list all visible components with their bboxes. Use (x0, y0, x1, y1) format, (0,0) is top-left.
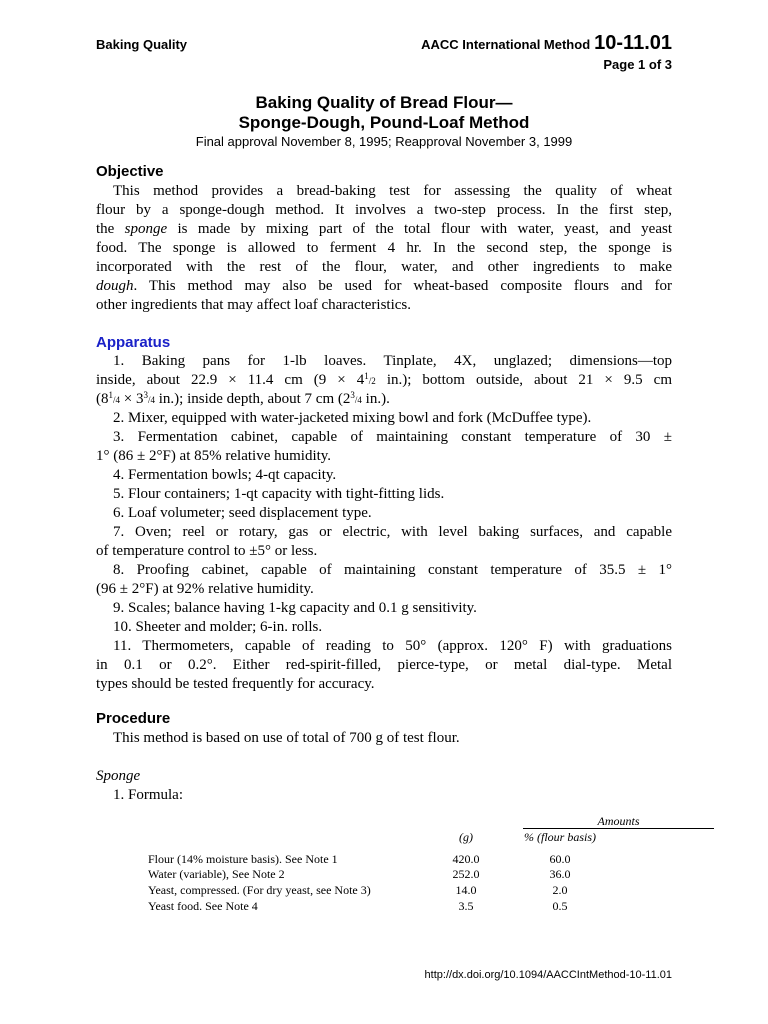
ingredient-cell: Water (variable), See Note 2 (148, 867, 285, 881)
text-run: (8 (96, 391, 109, 407)
text-run: flour by a sponge-dough method. It involves a two-step process. In the first step, (96, 202, 672, 218)
apparatus-item-11 (96, 637, 672, 656)
text-run: 7. Oven; reel or rotary, gas or electric, with level baking surfaces, and capable (113, 524, 672, 540)
fraction-numerator: 3 (143, 390, 148, 400)
objective-line (96, 258, 672, 277)
dough-term: dough (96, 278, 134, 294)
text-run: in.). (361, 391, 390, 407)
amounts-group-header: Amounts (597, 814, 640, 828)
text-run: 11. Thermometers, capable of reading to 50° (approx. 120° F) with graduations (113, 638, 672, 654)
table-row (96, 899, 672, 914)
percent-cell: 60.0 (549, 852, 571, 866)
text-run: the (96, 221, 125, 237)
percent-cell: 2.0 (552, 883, 568, 897)
text-run: food. The sponge is allowed to ferment 4 hr. In the second step, the sponge is (96, 240, 672, 256)
amounts-rule (523, 828, 714, 829)
apparatus-item-9: 9. Scales; balance having 1-kg capacity and 0.1 g sensitivity. (113, 600, 477, 616)
percent-cell: 36.0 (549, 867, 571, 881)
text-run: in 0.1 or 0.2°. Either red-spirit-filled, pierce-type, or metal dial-type. Metal (96, 657, 672, 673)
text-run: in.); bottom outside, about 21 × 9.5 cm (375, 372, 672, 388)
apparatus-item-1-cont (96, 390, 672, 409)
fraction-denominator: /2 (368, 376, 376, 386)
objective-line (96, 239, 672, 258)
ingredient-cell: Yeast food. See Note 4 (148, 899, 258, 913)
ingredient-cell: Yeast, compressed. (For dry yeast, see Note 3) (148, 883, 371, 897)
fraction-denominator: /4 (113, 395, 121, 405)
column-header-grams: (g) (459, 830, 473, 844)
objective-heading: Objective (96, 163, 164, 180)
apparatus-item-11-cont: types should be tested frequently for accuracy. (96, 676, 375, 692)
procedure-intro (96, 729, 672, 748)
table-row (96, 867, 672, 882)
fraction-numerator: 1 (108, 390, 113, 400)
grams-cell: 420.0 (452, 852, 480, 866)
sponge-section (96, 767, 672, 805)
table-row (96, 852, 672, 867)
apparatus-item-2: 2. Mixer, equipped with water-jacketed mixing bowl and fork (McDuffee type). (113, 410, 592, 426)
text-run: other ingredients that may affect loaf characteristics. (96, 297, 411, 313)
apparatus-item-8 (96, 561, 672, 580)
objective-text (96, 182, 672, 315)
text-run: incorporated with the rest of the flour, water, and other ingredients to make (96, 259, 672, 275)
apparatus-item-3-cont: 1° (86 ± 2°F) at 85% relative humidity. (96, 448, 332, 464)
section-label: Baking Quality (96, 37, 188, 52)
title-line-2: Sponge-Dough, Pound-Loaf Method (238, 113, 530, 132)
text-run: This method provides a bread-baking test for assessing the quality of wheat (113, 183, 672, 199)
method-number: 10-11.01 (594, 32, 672, 54)
text-run: in.); inside depth, about 7 cm (2 (155, 391, 351, 407)
text-run: 1. Baking pans for 1-lb loaves. Tinplate, 4X, unglazed; dimensions—top (113, 353, 672, 369)
grams-cell: 14.0 (455, 883, 477, 897)
text-run: . This method may also be used for wheat-based composite flours and for (133, 278, 672, 294)
procedure-intro-text: This method is based on use of total of 700 g of test flour. (113, 730, 460, 746)
formula-step: 1. Formula: (113, 787, 183, 803)
apparatus-item-6: 6. Loaf volumeter; seed displacement type. (113, 505, 372, 521)
text-run: × 3 (120, 391, 144, 407)
apparatus-item-1-cont (96, 371, 672, 390)
sponge-subheading-text: Sponge (96, 768, 141, 784)
apparatus-item-5: 5. Flour containers; 1-qt capacity with tight-fitting lids. (113, 486, 445, 502)
fraction-numerator: 3 (350, 390, 355, 400)
text-run: is made by mixing part of the total flour with water, yeast, and yeast (167, 221, 673, 237)
objective-line (96, 220, 672, 239)
objective-line (96, 182, 672, 201)
apparatus-item-3 (96, 428, 672, 447)
objective-line (96, 296, 672, 315)
sponge-term: sponge (124, 221, 168, 237)
title-line-1: Baking Quality of Bread Flour— (255, 93, 513, 112)
column-header-percent: % (flour basis) (524, 830, 596, 844)
objective-line (96, 201, 672, 220)
method-header (421, 32, 672, 55)
fraction-denominator: /4 (354, 395, 362, 405)
page-indicator: Page 1 of 3 (603, 57, 672, 72)
fraction-denominator: /4 (147, 395, 155, 405)
apparatus-item-10: 10. Sheeter and molder; 6-in. rolls. (113, 619, 323, 635)
doi-link[interactable]: http://dx.doi.org/10.1094/AACCIntMethod-10-11.01 (424, 969, 672, 981)
apparatus-item-1 (96, 352, 672, 371)
apparatus-item-7 (96, 523, 672, 542)
text-run: 3. Fermentation cabinet, capable of maintaining constant temperature of 30 ± (113, 429, 672, 445)
method-label: AACC International Method (421, 37, 591, 52)
apparatus-item-8-cont: (96 ± 2°F) at 92% relative humidity. (96, 581, 314, 597)
text-run: inside, about 22.9 × 11.4 cm (9 × 4 (96, 372, 365, 388)
grams-cell: 3.5 (458, 899, 474, 913)
approval-dates: Final approval November 8, 1995; Reapproval November 3, 1999 (195, 134, 573, 149)
percent-cell: 0.5 (552, 899, 568, 913)
table-row (96, 883, 672, 898)
text-run: 8. Proofing cabinet, capable of maintaining constant temperature of 35.5 ± 1° (113, 562, 672, 578)
apparatus-list (96, 352, 672, 694)
objective-line (96, 277, 672, 296)
grams-cell: 252.0 (452, 867, 480, 881)
apparatus-item-7-cont: of temperature control to ±5° or less. (96, 543, 318, 559)
ingredient-cell: Flour (14% moisture basis). See Note 1 (148, 852, 338, 866)
apparatus-heading: Apparatus (96, 334, 171, 351)
sponge-subheading (96, 767, 672, 786)
apparatus-item-11-cont (96, 656, 672, 675)
procedure-heading: Procedure (96, 710, 171, 727)
fraction-numerator: 1 (364, 371, 369, 381)
apparatus-item-4: 4. Fermentation bowls; 4-qt capacity. (113, 467, 337, 483)
